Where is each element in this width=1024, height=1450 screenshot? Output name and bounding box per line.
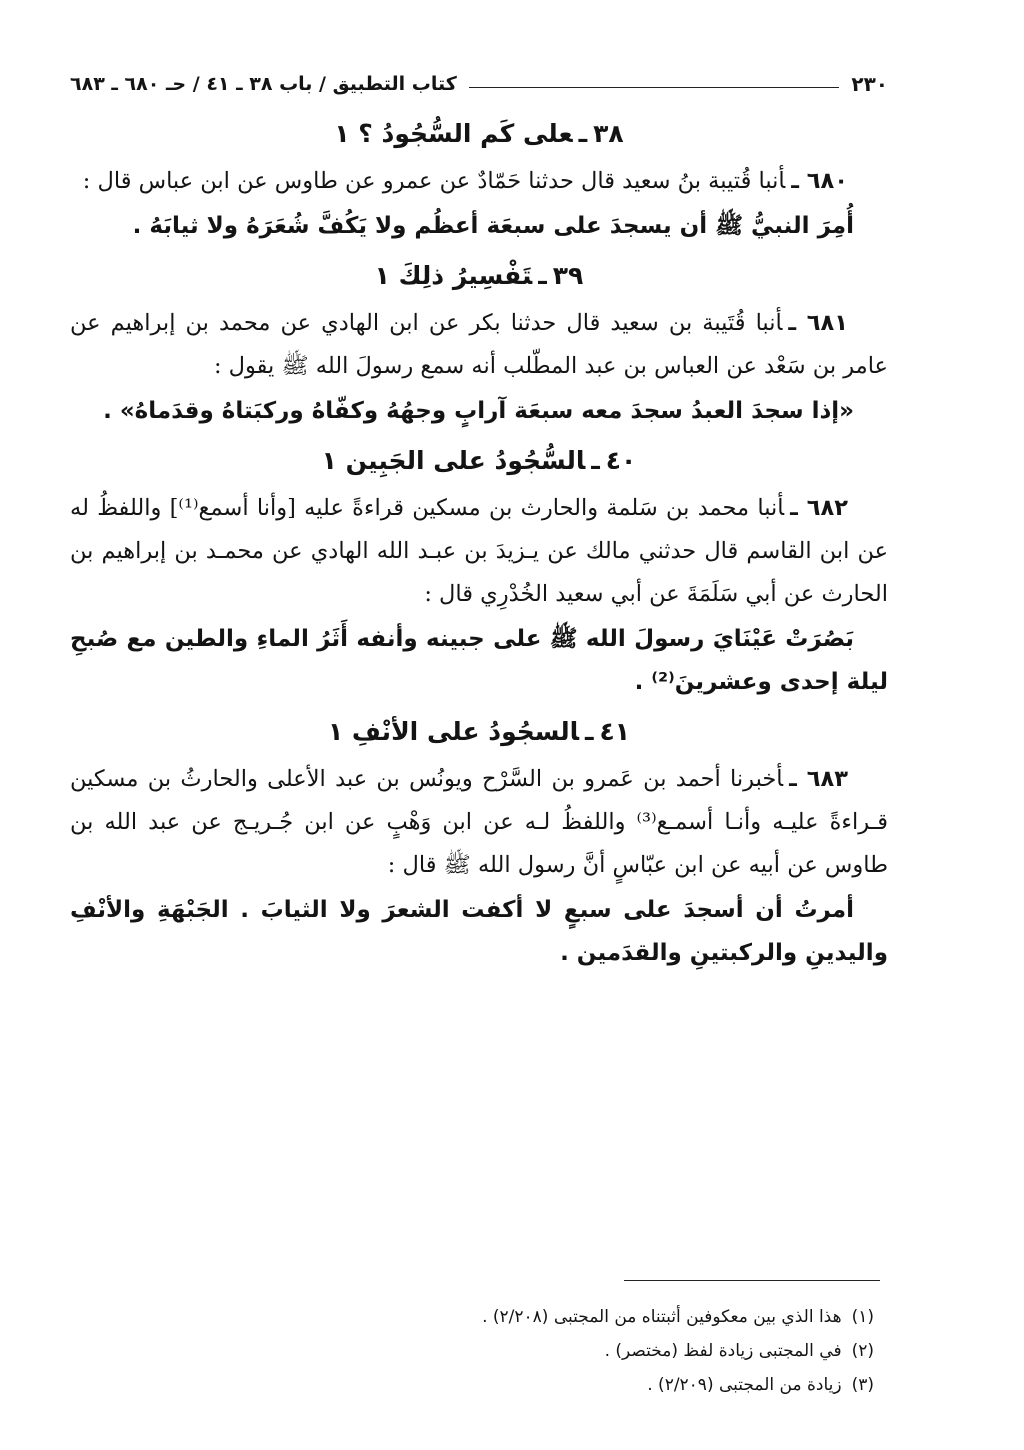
chapter-number: ٤١ [599, 717, 631, 746]
header-title: كتاب التطبيق / باب ٣٨ ـ ٤١ / حـ ٦٨٠ ـ ٦٨٣ [70, 73, 457, 95]
book-page [70, 62, 888, 1422]
hadith-680-isnad [70, 160, 888, 203]
hadith-number: ٦٨٠ ـ [791, 168, 848, 194]
footnote-1 [94, 1300, 874, 1334]
footnote-text: زيادة من المجتبى (٢/٢٠٩) . [647, 1375, 842, 1395]
isnad-text: أخبرنا أحمد بن عَمرو بن السَّرْح ويونُس بن عبد الأعلى والحارثُ بن مسكين قـراءةً عليـه وأنـا أسمـع⁽³⁾ واللفظُ لـه عن ابن وَهْبٍ عن ابن جُـريـج عن عبد الله بن طاوس عن أبيه عن ابن عبّاسٍ أنَّ رسول الله ﷺ قال : [70, 766, 888, 878]
chapter-title: على كَم السُّجُودُ ؟ ١ [334, 119, 573, 148]
hadith-682-matn: بَصُرَتْ عَيْنَايَ رسولَ الله ﷺ على جبينه وأنفه أَثَرُ الماءِ والطين مع صُبحِ ليلة إحدى وعشرينَ⁽²⁾ . [70, 626, 888, 695]
running-header [70, 62, 888, 106]
hadith-682-isnad [70, 487, 888, 616]
chapter-number: ٤٠ [605, 446, 637, 475]
header-rule [469, 87, 840, 88]
chapter-dash: ـ [584, 717, 594, 746]
footnote-text: هذا الذي بين معكوفين أثبتناه من المجتبى (٢/٢٠٨) . [482, 1307, 842, 1327]
hadith-number: ٦٨٢ ـ [790, 495, 848, 521]
page-number: ٢٣٠ [851, 72, 888, 96]
footnote-rule [624, 1280, 880, 1281]
chapter-number: ٣٨ [593, 119, 624, 148]
chapter-heading-38 [70, 112, 888, 156]
hadith-683-matn: أمرتُ أن أسجدَ على سبعٍ لا أكفت الشعرَ ولا الثيابَ . الجَبْهَةِ والأنْفِ واليدينِ والركبتينِ والقدَمين . [70, 897, 888, 966]
hadith-number: ٦٨٣ ـ [789, 766, 848, 792]
chapter-heading-39 [70, 254, 888, 298]
isnad-text: أنبا قُتيبة بنُ سعيد قال حدثنا حَمّادٌ عن عمرو عن طاوس عن ابن عباس قال : [82, 168, 786, 194]
chapter-dash: ـ [578, 119, 588, 148]
footnotes [94, 1300, 874, 1402]
footnote-marker: (٢) [851, 1341, 874, 1361]
footnote-2 [94, 1334, 874, 1368]
footnote-text: في المجتبى زيادة لفظ (مختصر) . [604, 1341, 842, 1361]
footnote-marker: (١) [851, 1307, 874, 1327]
chapter-title: السُّجُودُ على الجَبِين ١ [321, 446, 586, 475]
footnote-3 [94, 1368, 874, 1402]
footnote-marker: (٣) [851, 1375, 874, 1395]
hadith-number: ٦٨١ ـ [788, 310, 848, 336]
chapter-title: تَفْسِيرُ ذلِكَ ١ [374, 261, 533, 290]
chapter-number: ٣٩ [552, 261, 584, 290]
isnad-text: أنبا محمد بن سَلمة والحارث بن مسكين قراءةً عليه [وأنا أسمع⁽¹⁾] واللفظُ له عن ابن القاسم قال حدثني مالك عن يـزيدَ بن عبـد الله الهادي عن محمـد بن إبراهيم بن الحارث عن أبي سَلَمَةَ عن أبي سعيد الخُدْرِي قال : [70, 495, 888, 607]
chapter-dash: ـ [591, 446, 600, 475]
chapter-dash: ـ [538, 261, 547, 290]
hadith-681-isnad [70, 302, 888, 388]
hadith-681-matn: «إذا سجدَ العبدُ سجدَ معه سبعَة آرابٍ وجهُهُ وكفّاهُ وركبَتاهُ وقدَماهُ» . [103, 398, 854, 424]
chapter-heading-40 [70, 439, 888, 483]
isnad-text: أنبا قُتَيبة بن سعيد قال حدثنا بكر عن ابن الهادي عن محمد بن إبراهيم عن عامر بن سَعْد عن العباس بن عبد المطّلب أنه سمع رسولَ الله ﷺ يقول : [70, 310, 888, 379]
chapter-heading-41 [70, 710, 888, 754]
hadith-680-matn: أُمِرَ النبيُّ ﷺ أن يسجدَ على سبعَة أعظُم ولا يَكُفَّ شُعَرَهُ ولا ثيابَهُ . [132, 213, 854, 239]
hadith-683-isnad [70, 758, 888, 887]
chapter-title: السجُودُ على الأنْفِ ١ [327, 717, 579, 746]
